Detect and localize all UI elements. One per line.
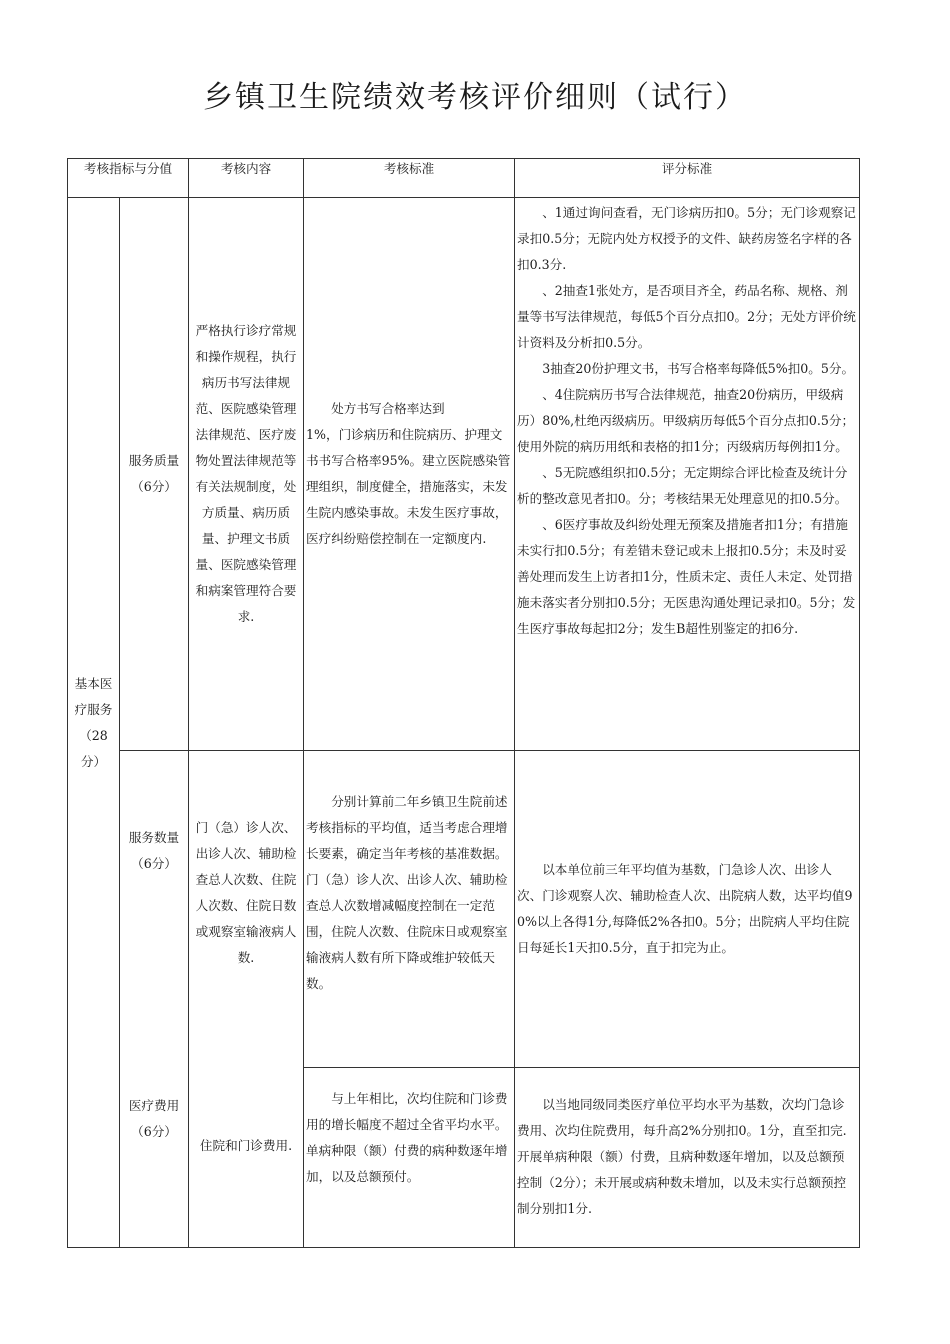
header-standard: 考核标准: [304, 159, 515, 198]
standard-cell: [304, 751, 515, 1068]
table-header-row: [68, 159, 860, 198]
category-label-2: 疗服务: [74, 701, 113, 717]
standard-text: 与上年相比，次均住院和门诊费用的增长幅度不超过全省平均水平。单病种限（额）付费的病种数逐年增加，以及总额预付。: [306, 1090, 508, 1184]
scoring-item: 、4住院病历书写合法律规范，抽查20份病历，甲级病历）80%,杜绝丙级病历。甲级病历每低5个百分点扣0.5分；使用外院的病历用纸和表格的扣1分；丙级病历每例扣1分。: [517, 387, 855, 454]
scoring-item: 、2抽查1张处方，是否项目齐全，药品名称、规格、剂量等书写法律规范，每低5个百分点扣0。2分；无处方评价统计资料及分析扣0.5分。: [517, 283, 856, 350]
evaluation-table: [67, 158, 860, 1248]
scoring-text: 以本单位前三年平均值为基数，门急诊人次、出诊人次、门诊观察人次、辅助检查人次、出院病人数，达平均值90%以上各得1分,每降低2%各扣0。5分；出院病人平均住院日每延长1天扣0.5分，直于扣完为止。: [517, 861, 853, 955]
header-content: 考核内容: [189, 159, 304, 198]
indicator-score: （6分）: [131, 1124, 177, 1139]
standard-cell: [304, 1067, 515, 1248]
standard-text: 1%，门诊病历和住院病历、护理文书书写合格率95%。建立医院感染管理组织，制度健全，措施落实，未发生院内感染事故。未发生医疗事故，医疗纠纷赔偿控制在一定额度内.: [306, 427, 511, 546]
header-indicator: 考核指标与分值: [68, 159, 189, 198]
standard-cell: [304, 198, 515, 751]
scoring-item: 、6医疗事故及纠纷处理无预案及措施者扣1分；有措施未实行扣0.5分；有差错未登记或未上报扣0.5分；未及时妥善处理而发生上访者扣1分，性质未定、责任人未定、处罚措施未落实者分别扣0.5分；无医患沟通处理记录扣0。5分；发生医疗事故每起扣2分；发生B超性别鉴定的扣6分.: [517, 517, 856, 636]
category-cell: [68, 198, 120, 1248]
indicator-name: 服务质量: [128, 453, 180, 468]
header-scoring: 评分标准: [515, 159, 860, 198]
category-label-4: 分）: [80, 753, 107, 769]
table-row: [68, 1067, 860, 1248]
table-row: [68, 751, 860, 1068]
indicator-name: 医疗费用: [128, 1098, 180, 1113]
indicator-name: 服务数量: [128, 830, 180, 845]
scoring-item: 3抽查20份护理文书，书写合格率每降低5%扣0。5分。: [542, 361, 855, 376]
table-row: [68, 198, 860, 751]
indicator-cell: [120, 198, 189, 751]
standard-first-line: 处方书写合格率达到: [331, 401, 445, 416]
indicator-cell: [120, 751, 189, 1068]
scoring-cell: [515, 751, 860, 1068]
scoring-item: 、5无院感组织扣0.5分；无定期综合评比检查及统计分析的整改意见者扣0。分；考核结果无处理意见的扣0.5分。: [517, 465, 848, 506]
scoring-text: 以当地同级同类医疗单位平均水平为基数，次均门急诊费用、次均住院费用，每升高2%分别扣0。1分，直至扣完.开展单病种限（额）付费，且病种数逐年增加，以及总额预控制（2分）；未开展或病种数未增加，以及未实行总额预控制分别扣1分.: [517, 1096, 847, 1216]
indicator-score: （6分）: [131, 856, 177, 871]
document-title: 乡镇卫生院绩效考核评价细则（试行）: [203, 80, 747, 115]
content-cell: 住院和门诊费用.: [189, 1067, 304, 1248]
scoring-item: 、1通过询问查看，无门诊病历扣0。5分；无门诊观察记录扣0.5分；无院内处方权授予的文件、缺药房签名字样的各扣0.3分.: [517, 205, 856, 272]
indicator-score: （6分）: [131, 479, 177, 494]
scoring-cell: [515, 1067, 860, 1248]
standard-text: 分别计算前二年乡镇卫生院前述考核指标的平均值，适当考虑合理增长要素，确定当年考核的基准数据。门（急）诊人次、出诊人次、辅助检查总人次数增减幅度控制在一定范围，住院人次数、住院床日或观察室输液病人数有所下降或维护较低天数。: [306, 794, 508, 991]
content-cell: 严格执行诊疗常规和操作规程，执行病历书写法律规范、医院感染管理法律规范、医疗废物处置法律规范等有关法规制度，处方质量、病历质量、护理文书质量、医院感染管理和病案管理符合要求.: [189, 198, 304, 751]
indicator-cell: [120, 1067, 189, 1248]
category-label-1: 基本医: [74, 675, 113, 691]
category-label-3: （28: [79, 727, 108, 743]
scoring-cell: [515, 198, 860, 751]
content-cell: 门（急）诊人次、出诊人次、辅助检查总人次数、住院人次数、住院日数或观察室输液病人数.: [189, 751, 304, 1068]
